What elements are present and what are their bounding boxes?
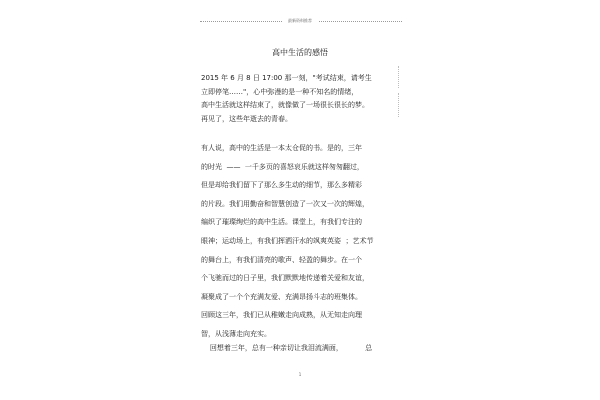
margin-mark	[398, 66, 399, 88]
paragraph-line: 回顾这三年，我们已从稚嫩走向成熟，从无知走向理	[201, 311, 362, 320]
document-title: 高中生活的感悟	[272, 48, 328, 57]
paragraph-1	[201, 72, 372, 126]
paragraph-line: 的片段。我们用勤奋和智慧创造了一次又一次的辉煌，	[201, 199, 369, 208]
paragraph-line: 立即停笔……"，心中弥漫的是一种不知名的情绪，	[201, 87, 359, 96]
paragraph-2	[201, 139, 373, 344]
paragraph-line: 个飞驰而过的日子里，我们默默地传递着关爱和友谊，	[201, 274, 369, 283]
paragraph-line: 的时光 —— 一千多页的喜怒哀乐就这样匆匆翻过，	[201, 162, 364, 171]
paragraph-line: 的舞台上，有我们清亮的歌声、轻盈的舞步。在一个	[201, 255, 362, 264]
paragraph-line: 编织了璀璨绚烂的高中生活。课堂上，有我们专注的	[201, 218, 362, 227]
page-header	[0, 14, 600, 28]
paragraph-line: 再见了，这些年逝去的青春。	[201, 114, 292, 123]
paragraph-line: 智，从浅薄走向充实。	[201, 329, 271, 338]
paragraph-line: 高中生活就这样结束了，就像做了一场很长很长的梦。	[201, 101, 369, 110]
margin-mark	[398, 93, 399, 117]
paragraph-line: 回想着三年，总有一种亲切让我泪流满面， 总	[201, 344, 373, 352]
header-label: 最新资料推荐	[282, 16, 318, 25]
paragraph-line: 眼神；运动场上，有我们挥洒汗水的飒爽英姿 ；艺术节	[201, 236, 374, 245]
paragraph-3	[201, 342, 372, 354]
paragraph-line: 2015 年 6 月 8 日 17:00 那一刻，"考试结束，请考生	[201, 74, 372, 82]
page-number: 1	[298, 372, 302, 377]
paragraph-line: 凝聚成了一个个充满友爱、充满昂扬斗志的班集体。	[201, 292, 362, 301]
paragraph-line: 有人说，高中的生活是一本太仓促的书。是的，三年	[201, 144, 362, 152]
paragraph-line: 但是却给我们留下了那么多生动的细节，那么多精彩	[201, 181, 362, 190]
